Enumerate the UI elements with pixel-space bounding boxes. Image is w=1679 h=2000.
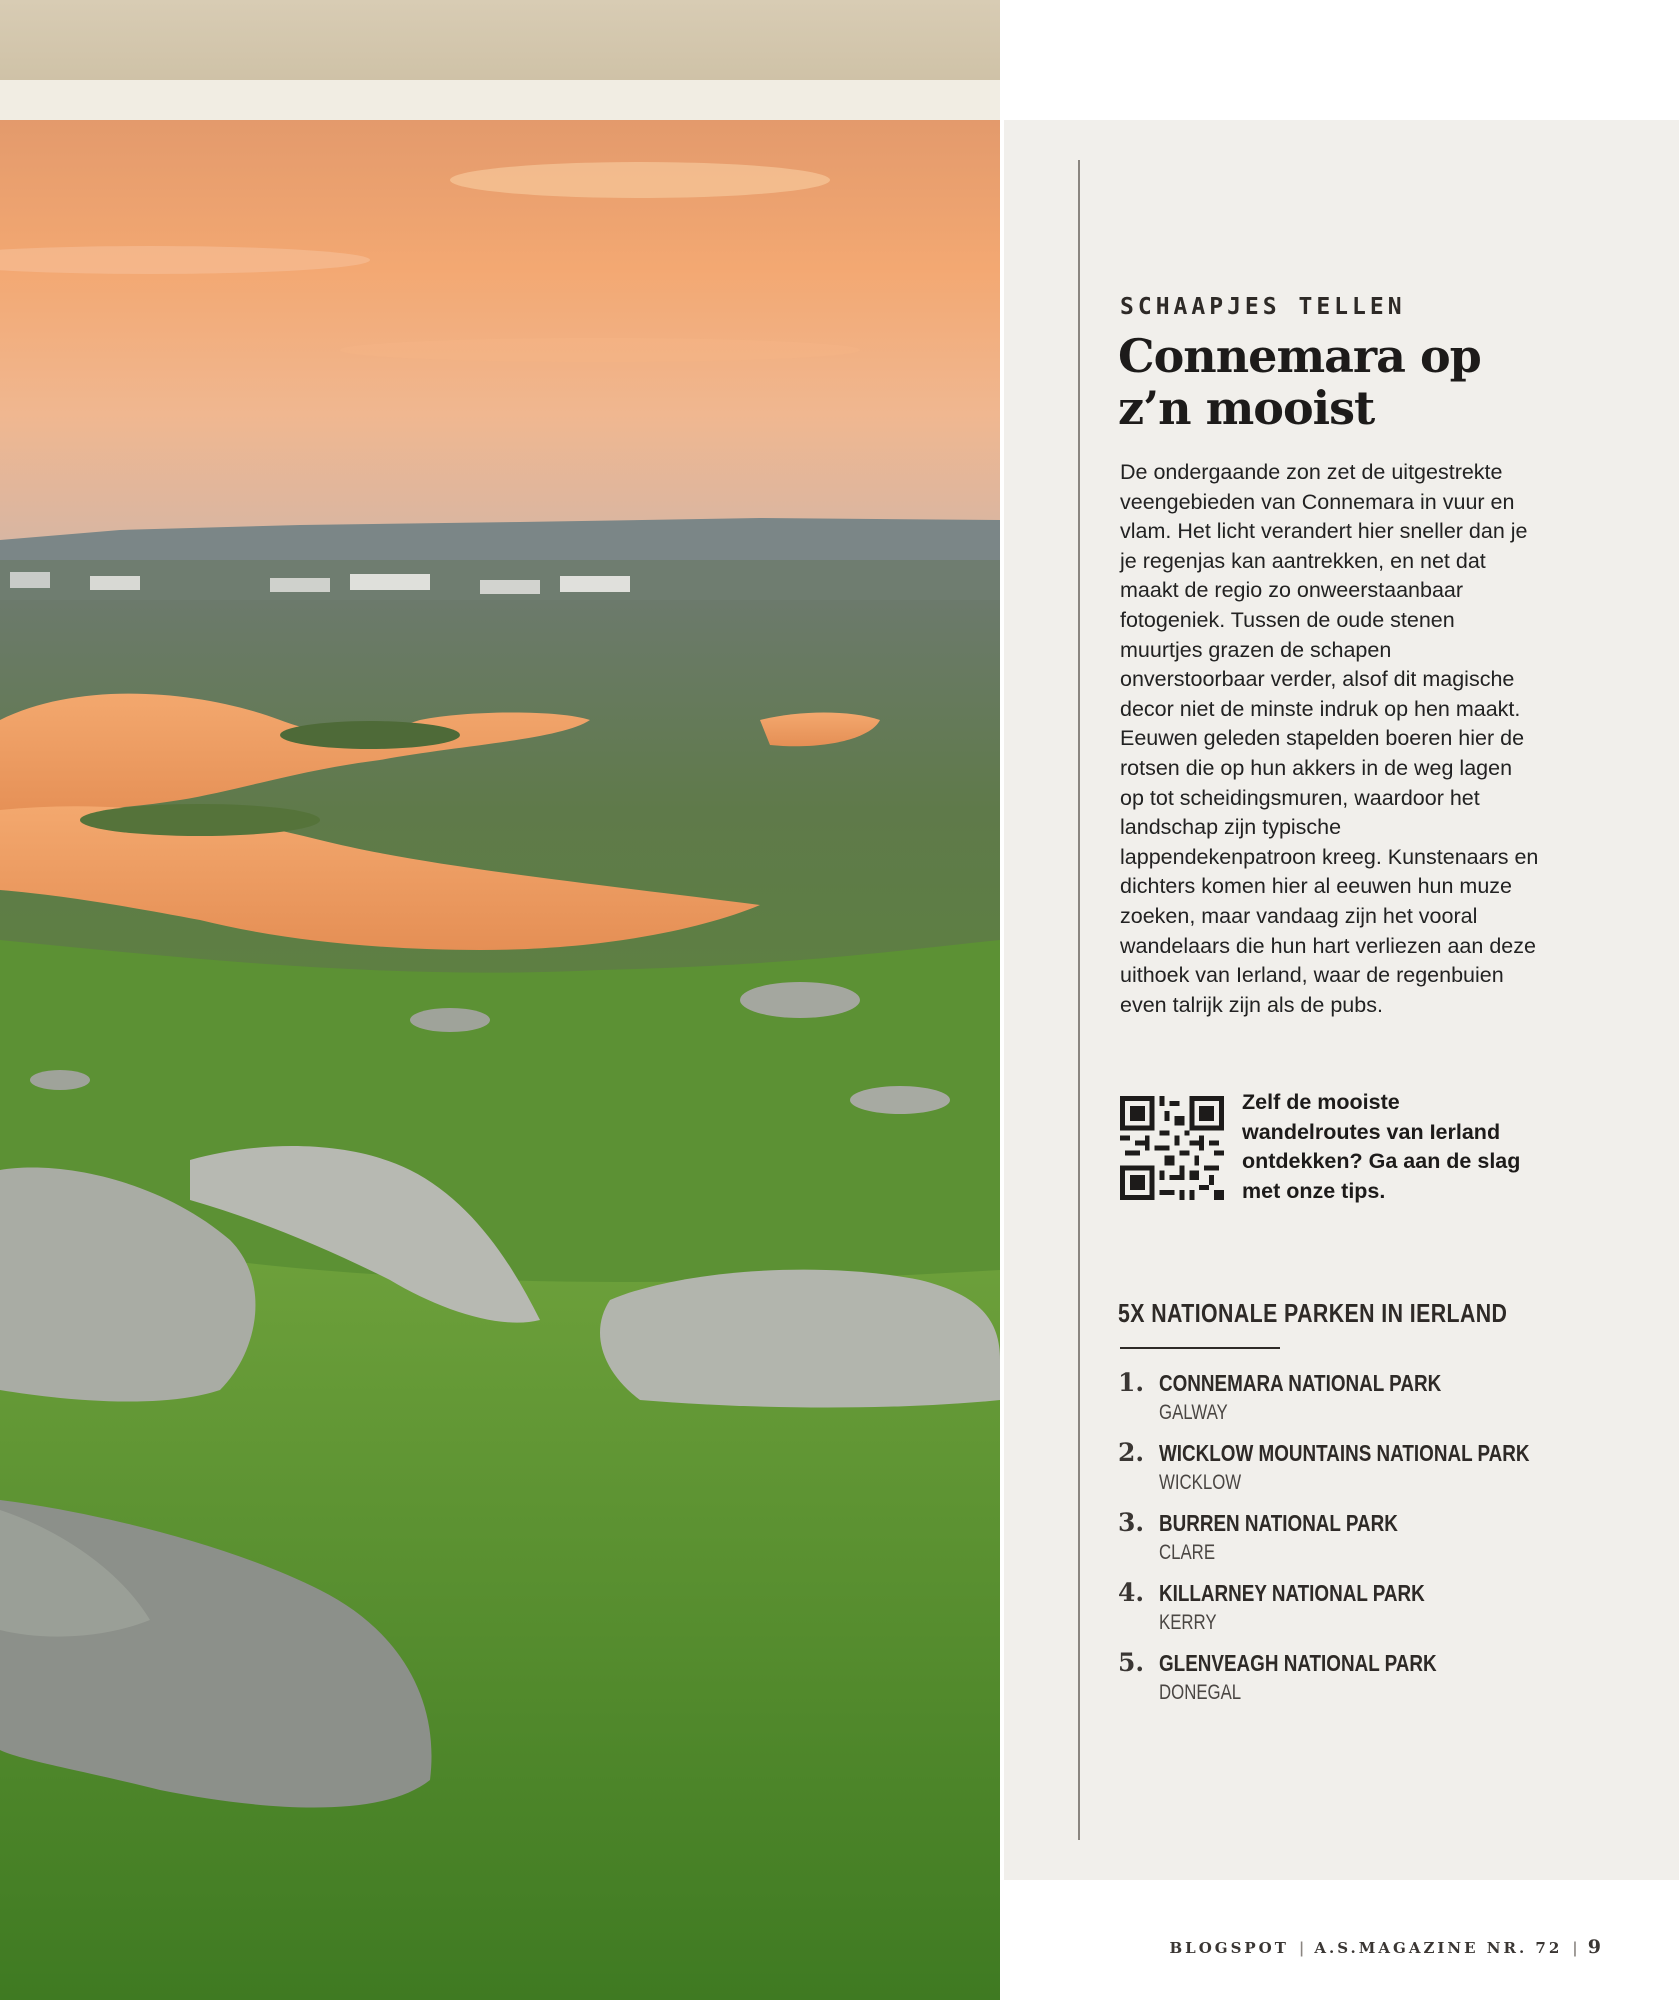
footer-separator: | bbox=[1572, 1939, 1578, 1957]
list-item bbox=[1118, 1508, 1588, 1572]
park-number: 4. bbox=[1118, 1578, 1145, 1607]
qr-code-icon[interactable] bbox=[1120, 1096, 1224, 1200]
footer-section: BLOGSPOT bbox=[1169, 1939, 1289, 1957]
park-county: DONEGAL bbox=[1159, 1681, 1242, 1704]
page-footer bbox=[1169, 1936, 1601, 1958]
cta-text: Zelf de mooiste wandelroutes van Ierland ontdekken? Ga aan de slag met onze tips. bbox=[1242, 1090, 1521, 1203]
article-body: De ondergaande zon zet de uitgestrekte veengebieden van Connemara in vuur en vlam. Het licht verandert hier sneller dan je je regenjas kan aantrekken, en net dat maakt de regio zo onweerstaanbaar fotogeniek. Tussen de oude stenen muurtjes grazen de schapen onverstoorbaar verder, alsof dit magische decor niet de minste indruk op hen maakt. Eeuwen geleden stapelden boeren hier de rotsen die op hun akkers in de weg lagen op tot scheidingsmuren, waardoor het landschap zijn typische lappendekenpatroon kreeg. Kunstenaars en dichters komen hier al eeuwen hun muze zoeken, maar vandaag zijn het vooral wandelaars die hun hart verliezen aan deze uithoek van Ierland, waar de regenbuien even talrijk zijn als de pubs. bbox=[1120, 460, 1539, 1017]
park-name: GLENVEAGH NATIONAL PARK bbox=[1159, 1650, 1437, 1676]
park-county: KERRY bbox=[1159, 1611, 1217, 1634]
park-county: GALWAY bbox=[1159, 1401, 1228, 1424]
list-item bbox=[1118, 1578, 1588, 1642]
park-name: KILLARNEY NATIONAL PARK bbox=[1159, 1580, 1425, 1606]
park-county: CLARE bbox=[1159, 1541, 1216, 1564]
parks-heading: 5X NATIONALE PARKEN IN IERLAND bbox=[1118, 1298, 1508, 1328]
article-kicker: SCHAAPJES TELLEN bbox=[1120, 294, 1406, 320]
park-name: WICKLOW MOUNTAINS NATIONAL PARK bbox=[1159, 1440, 1530, 1466]
footer-magazine: A.S.MAGAZINE NR. 72 bbox=[1314, 1939, 1563, 1957]
connemara-landscape-photo bbox=[0, 120, 1000, 2000]
footer-separator: | bbox=[1298, 1939, 1305, 1957]
article-title: Connemara op z’n mooist bbox=[1118, 329, 1481, 435]
vertical-divider bbox=[1078, 160, 1080, 1840]
park-number: 5. bbox=[1118, 1648, 1145, 1677]
park-number: 3. bbox=[1118, 1508, 1145, 1537]
list-item bbox=[1118, 1438, 1588, 1502]
park-number: 1. bbox=[1118, 1368, 1145, 1397]
photo-top-strip bbox=[0, 0, 1000, 80]
page-number: 9 bbox=[1587, 1936, 1601, 1958]
park-number: 2. bbox=[1118, 1438, 1145, 1467]
park-name: CONNEMARA NATIONAL PARK bbox=[1159, 1370, 1442, 1396]
park-county: WICKLOW bbox=[1159, 1471, 1242, 1494]
photo-gap bbox=[0, 80, 1000, 120]
parks-heading-underline bbox=[1120, 1347, 1280, 1349]
list-item bbox=[1118, 1368, 1588, 1432]
park-name: BURREN NATIONAL PARK bbox=[1159, 1510, 1398, 1536]
list-item bbox=[1118, 1648, 1588, 1712]
